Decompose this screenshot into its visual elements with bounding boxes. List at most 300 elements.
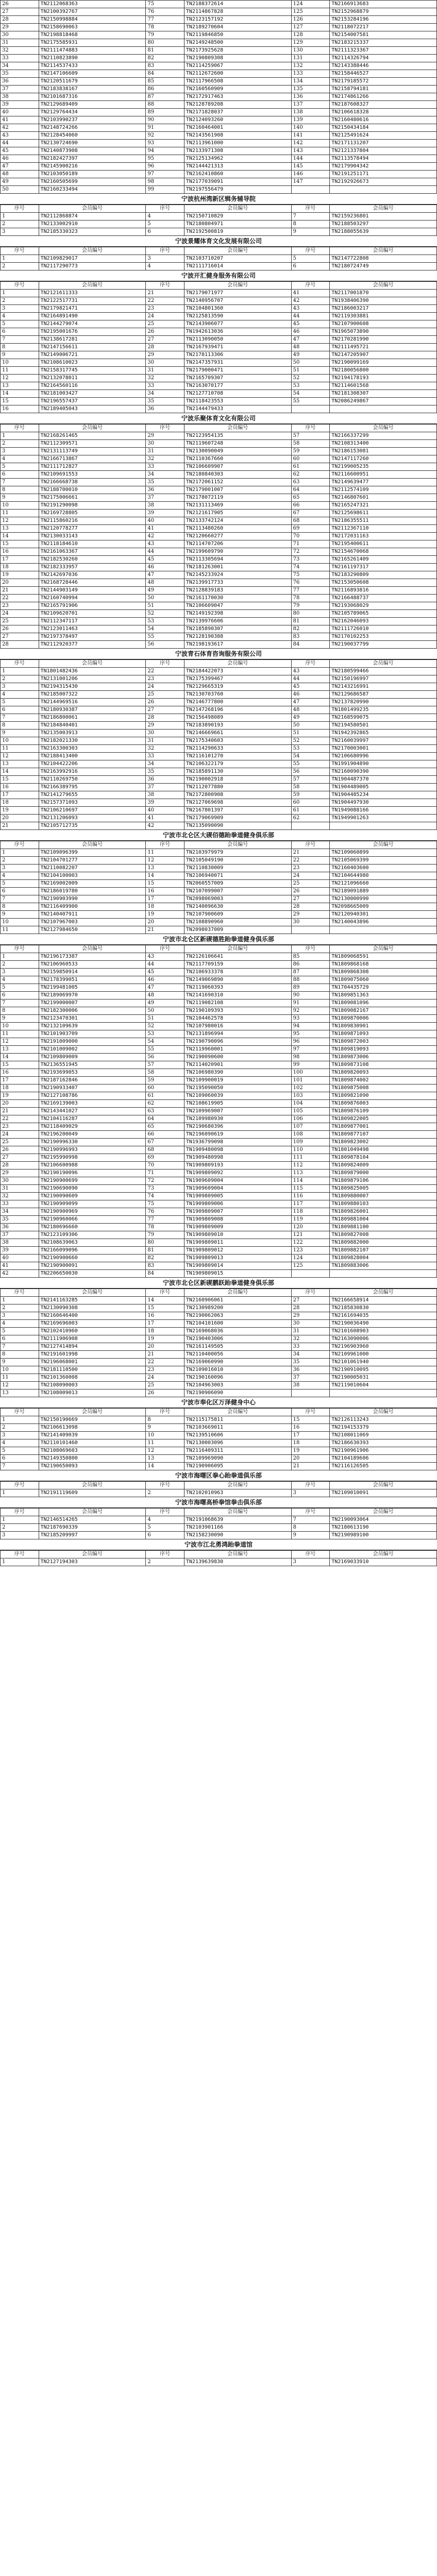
table-row — [1, 1382, 437, 1389]
seq-cell: 6 — [1, 706, 39, 714]
table-row — [1, 961, 437, 969]
table-row — [1, 730, 437, 737]
member-section — [0, 1470, 437, 1497]
seq-cell: 19 — [291, 1447, 330, 1455]
seq-cell: 14 — [1, 533, 39, 540]
seq-cell: 59 — [291, 791, 330, 799]
seq-cell: 18 — [1, 799, 39, 807]
seq-cell: 6 — [291, 263, 330, 270]
member-id-cell: TN2164560116 — [39, 382, 146, 390]
member-id-cell: TN2186800061 — [39, 714, 146, 722]
seq-cell: 55 — [146, 633, 184, 641]
member-id-header: 会员编号 — [330, 205, 437, 213]
member-id-header: 会员编号 — [184, 247, 291, 255]
table-row — [1, 1297, 437, 1304]
member-id-cell: TN2190910095 — [330, 1366, 437, 1374]
member-id-cell: TN2125813590 — [184, 313, 291, 320]
seq-cell: 89 — [146, 109, 184, 116]
member-id-cell: TN2169139003 — [39, 1100, 146, 1108]
seq-cell: 140 — [291, 124, 330, 132]
member-id-cell: TN2139510606 — [184, 1432, 291, 1439]
member-id-cell: TN1809881100 — [330, 1224, 437, 1231]
table-row — [1, 625, 437, 633]
table-row — [1, 390, 437, 398]
seq-cell: 46 — [146, 976, 184, 984]
member-id-cell: TN1809882107 — [330, 1247, 437, 1255]
member-id-cell: TN2133971308 — [184, 147, 291, 155]
seq-cell: 32 — [146, 745, 184, 753]
seq-cell: 6 — [1, 471, 39, 479]
seq-cell: 5 — [1, 699, 39, 706]
seq-cell: 38 — [291, 1382, 330, 1389]
seq-header: 序号 — [146, 247, 184, 255]
table-row — [1, 479, 437, 486]
seq-cell: 12 — [1, 517, 39, 525]
member-id-cell: TN2150190669 — [39, 1416, 146, 1424]
member-id-cell: TN2108639063 — [39, 1239, 146, 1247]
member-id-cell: TN2129665319 — [184, 683, 291, 691]
table-row — [1, 39, 437, 47]
member-id-cell: TN2101687316 — [39, 93, 146, 101]
seq-cell: 5 — [1, 320, 39, 328]
seq-cell: 36 — [1, 1224, 39, 1231]
member-id-cell: TN2106609907 — [184, 463, 291, 471]
seq-cell: 2 — [1, 1304, 39, 1312]
member-id-cell: TN1809880103 — [330, 1200, 437, 1208]
member-id-cell: TN2143441027 — [39, 1108, 146, 1115]
seq-cell: 145 — [291, 163, 330, 171]
member-section — [0, 830, 437, 934]
header-row — [1, 1482, 437, 1489]
member-id-cell: TN2194153379 — [330, 1424, 437, 1432]
seq-cell: 8 — [1, 1007, 39, 1015]
member-id-cell: TN2119607248 — [184, 440, 291, 448]
table-row — [1, 1123, 437, 1131]
seq-cell: 11 — [146, 849, 184, 857]
seq-header: 序号 — [1, 1409, 39, 1416]
member-id-cell: TN2123109306 — [39, 1231, 146, 1239]
seq-cell: 49 — [1, 178, 39, 186]
member-id-header: 会员编号 — [184, 1482, 291, 1489]
seq-cell: 110 — [291, 1146, 330, 1154]
table-row — [1, 344, 437, 351]
member-id-cell: TN2121611333 — [39, 290, 146, 297]
member-id-cell: TN2109829017 — [39, 255, 146, 263]
seq-cell: 1 — [1, 432, 39, 440]
member-id-cell: TN2192500819 — [184, 228, 291, 236]
table-row — [1, 178, 437, 186]
seq-cell: 91 — [146, 124, 184, 132]
table-row — [1, 799, 437, 807]
seq-cell: 16 — [291, 1424, 330, 1432]
member-id-cell: TN2128839183 — [184, 587, 291, 595]
seq-cell: 8 — [1, 1351, 39, 1359]
seq-cell: 18 — [1, 1084, 39, 1092]
member-id-cell: TN2172917463 — [184, 93, 291, 101]
member-id-cell: TN2103669011 — [184, 1424, 291, 1432]
table-row — [1, 1216, 437, 1224]
member-id-cell: TN2190906095 — [184, 1463, 291, 1470]
member-id-cell: TN2175340603 — [184, 737, 291, 745]
seq-cell: 86 — [146, 86, 184, 93]
seq-cell: 41 — [1, 1262, 39, 1270]
member-id-cell: TN2158317745 — [39, 367, 146, 375]
member-id-cell: TN2197556479 — [184, 186, 291, 194]
table-row — [1, 1328, 437, 1335]
seq-cell: 9 — [146, 1424, 184, 1432]
seq-cell: 71 — [146, 1170, 184, 1177]
member-id-cell: TN2196903960 — [330, 1343, 437, 1351]
seq-cell: 38 — [146, 502, 184, 510]
seq-cell: 63 — [146, 1108, 184, 1115]
member-id-cell: TN2190900660 — [39, 1255, 146, 1262]
member-id-cell: TN2189069970 — [39, 992, 146, 999]
member-id-cell: TN2194178193 — [330, 375, 437, 382]
member-id-cell: TN2188413400 — [39, 753, 146, 760]
member-id-cell: TN2115175811 — [184, 1416, 291, 1424]
table-row — [1, 517, 437, 525]
member-id-header: 会员编号 — [184, 425, 291, 432]
member-id-cell: TN1809824009 — [330, 1162, 437, 1170]
seq-cell: 37 — [291, 1374, 330, 1382]
member-id-cell: TN2179071977 — [184, 290, 291, 297]
seq-cell: 47 — [291, 336, 330, 344]
seq-cell: 51 — [291, 367, 330, 375]
member-id-cell: TN2104801360 — [184, 305, 291, 313]
seq-cell: 95 — [291, 1030, 330, 1038]
member-id-cell: TN2185007322 — [39, 691, 146, 699]
table-row — [1, 1108, 437, 1115]
member-id-cell: TN2103990237 — [39, 116, 146, 124]
table-row — [1, 367, 437, 375]
table-row — [1, 163, 437, 171]
table-row — [1, 595, 437, 602]
seq-cell: 57 — [291, 776, 330, 784]
seq-cell: 21 — [1, 1108, 39, 1115]
seq-cell: 50 — [146, 1007, 184, 1015]
seq-cell: 55 — [291, 760, 330, 768]
member-id-cell: TN2104462578 — [184, 1015, 291, 1023]
seq-cell: 15 — [1, 1061, 39, 1069]
member-id-cell: TN2107900608 — [330, 320, 437, 328]
member-id-cell: TN2135090090 — [184, 822, 291, 830]
member-id-cell: TN2161063367 — [39, 548, 146, 556]
header-row — [1, 1551, 437, 1558]
table-row — [1, 1424, 437, 1432]
member-id-cell: TN2170102253 — [330, 633, 437, 641]
table-row — [1, 1389, 437, 1397]
member-id-cell: TN2183290809 — [330, 571, 437, 579]
member-id-cell: TN2111474883 — [39, 47, 146, 55]
seq-cell: 31 — [146, 737, 184, 745]
seq-cell: 3 — [1, 1532, 39, 1539]
seq-cell: 9 — [1, 351, 39, 359]
seq-cell: 41 — [146, 525, 184, 533]
member-id-cell: TN2156498089 — [184, 714, 291, 722]
member-id-cell: TN2124093260 — [184, 116, 291, 124]
member-id-cell: TN2112574109 — [330, 486, 437, 494]
member-id-cell: TN2143216991 — [330, 683, 437, 691]
member-id-cell: TN2132078011 — [39, 375, 146, 382]
member-id-header: 会员编号 — [39, 1509, 146, 1516]
seq-cell: 11 — [1, 367, 39, 375]
member-id-cell: TN2161170030 — [184, 595, 291, 602]
table-row — [1, 706, 437, 714]
table-row — [1, 1139, 437, 1146]
seq-cell: 39 — [146, 510, 184, 517]
seq-cell: 81 — [291, 618, 330, 625]
table-row — [1, 116, 437, 124]
table-row — [1, 305, 437, 313]
member-id-cell: TN1909480998 — [184, 1154, 291, 1162]
member-id-cell: TN2190996993 — [39, 1146, 146, 1154]
table-row — [1, 1193, 437, 1200]
member-id-cell: TN1809081096 — [330, 999, 437, 1007]
member-id-cell: TN2127108786 — [39, 1092, 146, 1100]
member-id-cell: TN2131896994 — [184, 1030, 291, 1038]
seq-cell: 59 — [291, 448, 330, 455]
member-id-cell: TN1704435729 — [330, 984, 437, 992]
member-id-cell: TN2114290633 — [184, 745, 291, 753]
seq-cell: 26 — [146, 699, 184, 706]
seq-cell: 17 — [146, 1320, 184, 1328]
seq-cell: 8 — [1, 903, 39, 911]
member-id-cell: TN2182427397 — [39, 155, 146, 163]
seq-cell: 79 — [291, 602, 330, 610]
section-title: 宁波市海曙区拳心跆拳道俱乐部 — [0, 1470, 437, 1481]
member-id-cell: TN2140096630 — [184, 903, 291, 911]
member-id-cell: TN2166488737 — [330, 595, 437, 602]
member-id-cell: TN1909809092 — [184, 1170, 291, 1177]
seq-cell: 5 — [1, 1447, 39, 1455]
member-id-cell: TN2171828037 — [184, 109, 291, 116]
member-id-cell: TN1949901263 — [330, 815, 437, 822]
seq-cell: 10 — [1, 919, 39, 926]
seq-cell: 1 — [1, 1416, 39, 1424]
member-id-cell: TN2103050189 — [39, 171, 146, 178]
seq-cell: 12 — [1, 1382, 39, 1389]
seq-cell: 84 — [291, 641, 330, 649]
seq-cell: 7 — [1, 336, 39, 344]
member-id-cell — [330, 405, 437, 413]
member-id-cell: TN2180056800 — [330, 367, 437, 375]
seq-cell: 44 — [146, 961, 184, 969]
seq-cell: 134 — [291, 78, 330, 86]
member-id-cell: TN2190093064 — [330, 1516, 437, 1524]
seq-cell: 40 — [1, 1255, 39, 1262]
seq-cell: 2 — [146, 1489, 184, 1497]
seq-header: 序号 — [1, 425, 39, 432]
seq-cell: 24 — [146, 313, 184, 320]
member-id-cell: TN2191009000 — [39, 1038, 146, 1046]
seq-cell: 3 — [1, 228, 39, 236]
seq-cell: 90 — [146, 116, 184, 124]
member-id-cell: TN1809879000 — [330, 1170, 437, 1177]
member-id-cell: TN2101903709 — [39, 1030, 146, 1038]
seq-cell: 50 — [1, 186, 39, 194]
seq-cell: 85 — [146, 78, 184, 86]
seq-cell: 10 — [1, 1366, 39, 1374]
member-id-cell: TN2154670068 — [330, 548, 437, 556]
member-id-cell: TN2190005031 — [330, 1374, 437, 1382]
member-id-cell: TN2127414894 — [39, 1343, 146, 1351]
member-id-cell: TN2112068363 — [39, 1, 146, 8]
seq-cell: 29 — [291, 911, 330, 919]
member-id-cell: TN2109809009 — [39, 1054, 146, 1061]
member-id-cell: TN1809821090 — [330, 1092, 437, 1100]
table-row — [1, 221, 437, 228]
seq-cell: 58 — [291, 440, 330, 448]
member-id-cell: TN2140407911 — [39, 911, 146, 919]
seq-cell: 55 — [291, 398, 330, 405]
seq-cell: 22 — [146, 668, 184, 675]
seq-cell: 82 — [146, 55, 184, 62]
member-id-cell: TN2189270604 — [184, 24, 291, 31]
seq-cell: 6 — [1, 992, 39, 999]
seq-cell: 4 — [1, 455, 39, 463]
seq-header: 序号 — [291, 425, 330, 432]
member-id-cell: TN2162046093 — [330, 618, 437, 625]
member-id-cell: TN2179069909 — [184, 815, 291, 822]
seq-cell: 43 — [1, 132, 39, 140]
seq-cell: 17 — [1, 791, 39, 799]
member-id-cell: TN2165709307 — [184, 375, 291, 382]
table-row — [1, 186, 437, 194]
member-id-cell: TN2127984650 — [39, 926, 146, 934]
seq-cell: 11 — [146, 1439, 184, 1447]
member-id-cell: TN1809876003 — [330, 1100, 437, 1108]
member-id-cell: TN1809868308 — [330, 969, 437, 976]
member-section — [0, 0, 437, 194]
member-id-cell: TN2104644980 — [330, 872, 437, 880]
seq-header: 序号 — [291, 1482, 330, 1489]
member-id-cell: TN2119960001 — [184, 1046, 291, 1054]
table-row — [1, 610, 437, 618]
seq-cell: 17 — [291, 1432, 330, 1439]
member-id-cell: TN2106940071 — [184, 872, 291, 880]
seq-cell: 30 — [291, 1320, 330, 1328]
table-row — [1, 382, 437, 390]
seq-header: 序号 — [1, 660, 39, 668]
member-section — [0, 649, 437, 830]
member-id-cell: TN2149006721 — [39, 351, 146, 359]
seq-cell: 2 — [1, 263, 39, 270]
member-id-cell: TN2183215337 — [330, 39, 437, 47]
member-id-cell: TN2112367110 — [330, 525, 437, 533]
member-id-cell: TN2133002910 — [39, 221, 146, 228]
seq-cell: 5 — [146, 221, 184, 228]
seq-cell: 97 — [146, 171, 184, 178]
table-row — [1, 641, 437, 649]
seq-cell: 138 — [291, 109, 330, 116]
member-id-cell: TN2181263001 — [184, 564, 291, 571]
seq-cell: 9 — [291, 1532, 330, 1539]
seq-cell: 14 — [146, 1297, 184, 1304]
table-row — [1, 533, 437, 540]
member-id-cell: TN2144969516 — [39, 699, 146, 706]
member-id-cell: TN1909809009 — [184, 1224, 291, 1231]
member-id-cell: TN2163992916 — [39, 768, 146, 776]
seq-cell: 62 — [291, 471, 330, 479]
member-id-cell: TN2098665009 — [330, 903, 437, 911]
member-id-cell: TN2109900019 — [184, 1077, 291, 1084]
member-table — [0, 659, 437, 830]
seq-cell: 1 — [1, 668, 39, 675]
seq-cell: 76 — [146, 8, 184, 16]
member-id-cell: TN2196068001 — [39, 1359, 146, 1366]
table-row — [1, 471, 437, 479]
member-id-cell: TN2191601998 — [39, 1351, 146, 1359]
table-row — [1, 683, 437, 691]
table-row — [1, 919, 437, 926]
member-id-cell: TN1909809015 — [184, 1270, 291, 1278]
seq-cell: 13 — [1, 382, 39, 390]
table-row — [1, 737, 437, 745]
member-id-cell: TN2109980930 — [184, 1115, 291, 1123]
member-id-cell: TN2182333957 — [39, 564, 146, 571]
seq-cell: 46 — [291, 691, 330, 699]
seq-cell: 31 — [1, 39, 39, 47]
member-id-cell: TN2108619905 — [184, 1100, 291, 1108]
member-id-cell: TN2139917733 — [184, 579, 291, 587]
member-id-cell: TN1809826001 — [330, 1208, 437, 1216]
member-id-header: 会员编号 — [330, 282, 437, 290]
member-id-cell: TN2110367660 — [184, 455, 291, 463]
table-row — [1, 668, 437, 675]
seq-cell: 11 — [1, 1030, 39, 1038]
member-id-cell: TN2110400056 — [184, 1351, 291, 1359]
member-table — [0, 841, 437, 934]
member-id-cell: TN2160233494 — [39, 186, 146, 194]
table-row — [1, 976, 437, 984]
seq-cell: 7 — [291, 1516, 330, 1524]
member-id-cell: TN1936799098 — [184, 1139, 291, 1146]
member-id-cell: TN2190690090 — [39, 1185, 146, 1193]
member-id-cell: TN2161197317 — [330, 564, 437, 571]
member-id-cell: TN2147117260 — [330, 455, 437, 463]
seq-cell: 120 — [291, 1224, 330, 1231]
seq-cell: 37 — [146, 494, 184, 502]
seq-cell: 34 — [146, 760, 184, 768]
member-id-cell: TN2121337804 — [330, 147, 437, 155]
member-id-cell: TN2149350800 — [39, 1455, 146, 1463]
member-id-cell: TN2185890307 — [184, 625, 291, 633]
seq-cell: 61 — [291, 463, 330, 471]
seq-cell: 98 — [146, 178, 184, 186]
seq-cell: 37 — [146, 784, 184, 791]
seq-cell: 4 — [146, 213, 184, 221]
member-id-cell: TN2113961000 — [184, 140, 291, 147]
table-row — [1, 320, 437, 328]
table-row — [1, 1030, 437, 1038]
seq-cell: 13 — [1, 760, 39, 768]
member-id-cell: TN2105789065 — [330, 610, 437, 618]
seq-cell: 5 — [1, 880, 39, 888]
member-id-cell: TN2111495721 — [330, 344, 437, 351]
member-id-cell: TN2125698611 — [330, 510, 437, 517]
seq-cell: 6 — [146, 228, 184, 236]
seq-cell: 28 — [1, 1162, 39, 1170]
member-id-cell: TN2107900609 — [184, 911, 291, 919]
table-row — [1, 8, 437, 16]
member-id-cell: TN2163090006 — [330, 1335, 437, 1343]
seq-cell: 4 — [1, 976, 39, 984]
seq-cell: 2 — [1, 440, 39, 448]
member-id-cell: TN2149192398 — [184, 610, 291, 618]
member-section — [0, 270, 437, 413]
member-id-cell: TN2117001870 — [330, 290, 437, 297]
seq-cell: 83 — [146, 1262, 184, 1270]
